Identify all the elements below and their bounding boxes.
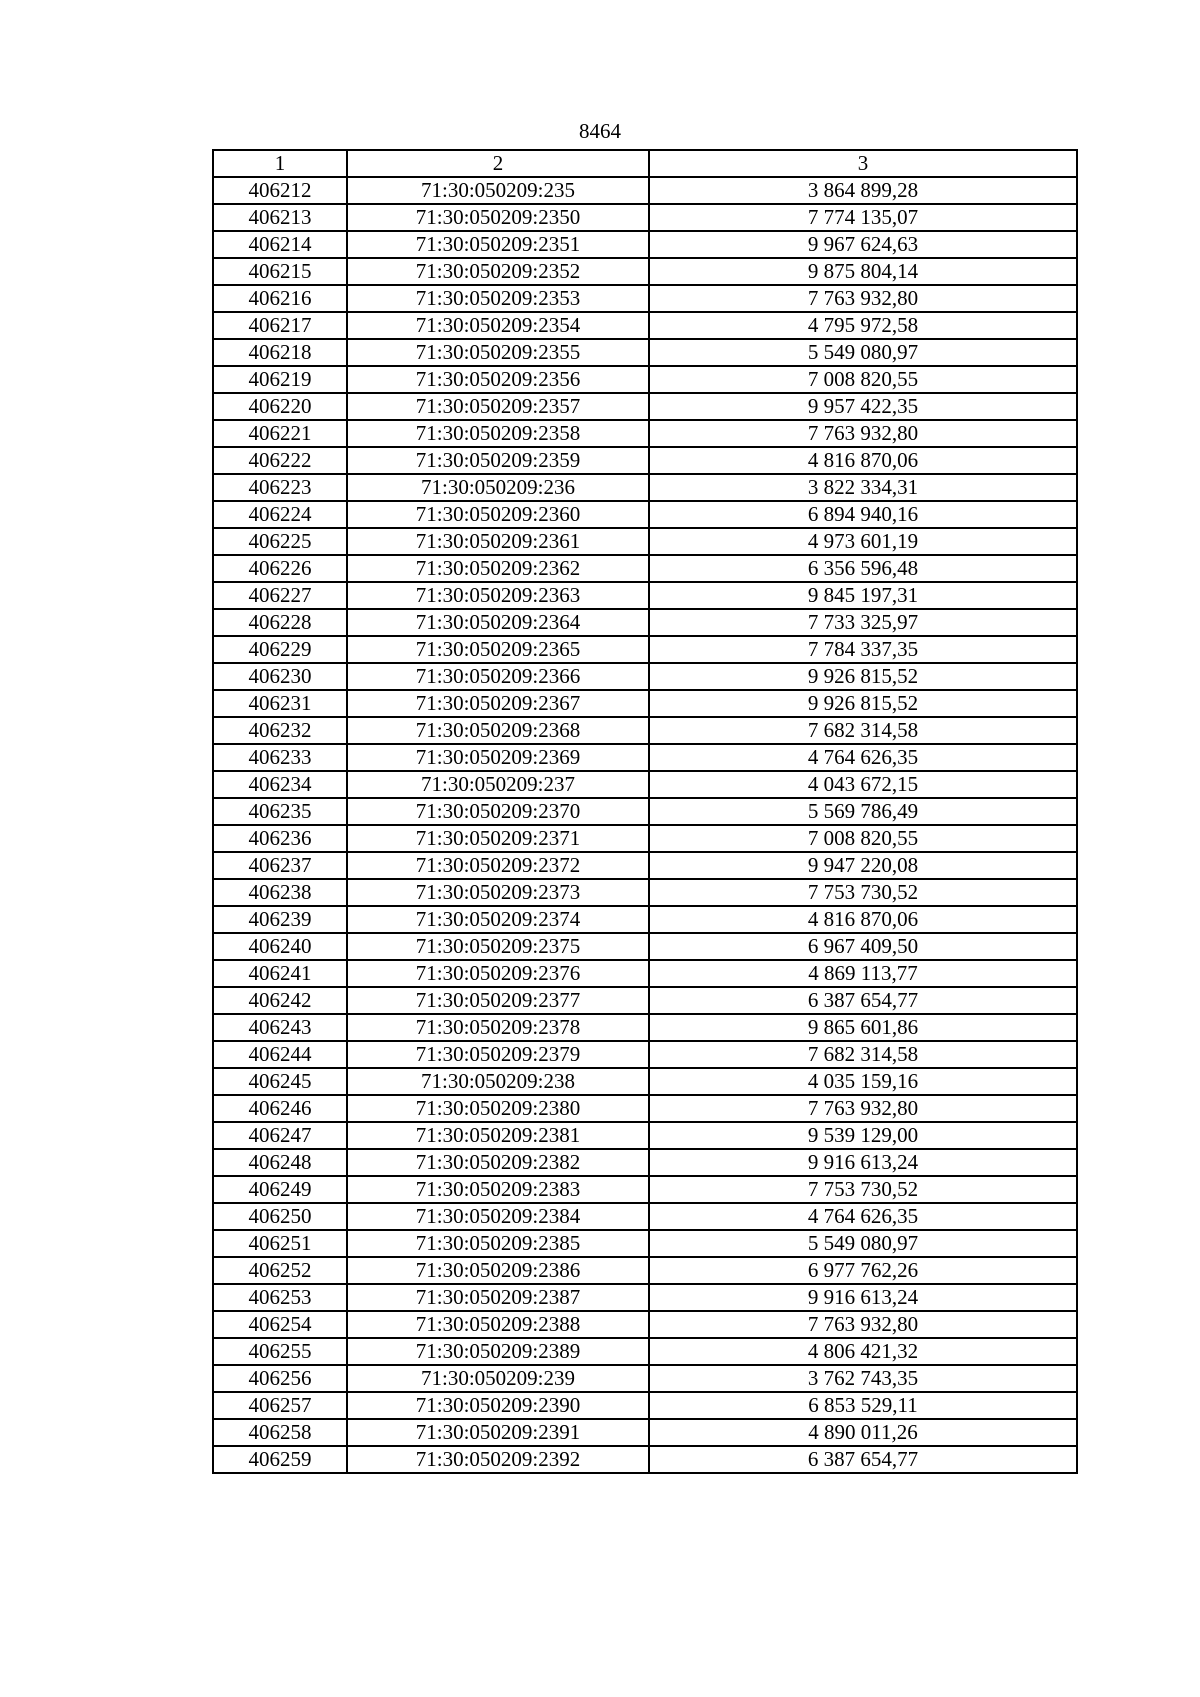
cell-cadastral-number: 71:30:050209:2365 (347, 636, 649, 663)
cell-cadastral-number: 71:30:050209:2361 (347, 528, 649, 555)
table-row (213, 609, 1077, 636)
cell-number: 406239 (213, 906, 347, 933)
cell-cadastral-number: 71:30:050209:2383 (347, 1176, 649, 1203)
cell-number: 406250 (213, 1203, 347, 1230)
cell-number: 406230 (213, 663, 347, 690)
table-row (213, 366, 1077, 393)
cell-value: 4 035 159,16 (649, 1068, 1077, 1095)
table-row (213, 528, 1077, 555)
cell-cadastral-number: 71:30:050209:2378 (347, 1014, 649, 1041)
cell-value: 9 865 601,86 (649, 1014, 1077, 1041)
table-row (213, 1311, 1077, 1338)
cell-number: 406246 (213, 1095, 347, 1122)
cell-number: 406244 (213, 1041, 347, 1068)
cell-cadastral-number: 71:30:050209:239 (347, 1365, 649, 1392)
cell-value: 9 875 804,14 (649, 258, 1077, 285)
column-header-1: 1 (213, 150, 347, 177)
cell-number: 406249 (213, 1176, 347, 1203)
cell-value: 4 806 421,32 (649, 1338, 1077, 1365)
table-row (213, 717, 1077, 744)
cell-cadastral-number: 71:30:050209:2381 (347, 1122, 649, 1149)
table-row (213, 555, 1077, 582)
cell-number: 406224 (213, 501, 347, 528)
cell-cadastral-number: 71:30:050209:2358 (347, 420, 649, 447)
table-row (213, 474, 1077, 501)
table-row (213, 501, 1077, 528)
cell-value: 7 763 932,80 (649, 1095, 1077, 1122)
table-row (213, 825, 1077, 852)
cell-value: 4 973 601,19 (649, 528, 1077, 555)
table-row (213, 1068, 1077, 1095)
table-row (213, 312, 1077, 339)
cell-cadastral-number: 71:30:050209:2392 (347, 1446, 649, 1473)
table-row (213, 771, 1077, 798)
cell-number: 406231 (213, 690, 347, 717)
cell-value: 5 549 080,97 (649, 1230, 1077, 1257)
cell-number: 406227 (213, 582, 347, 609)
table-row (213, 393, 1077, 420)
table-row (213, 879, 1077, 906)
cell-value: 9 916 613,24 (649, 1284, 1077, 1311)
cell-number: 406214 (213, 231, 347, 258)
cell-value: 6 853 529,11 (649, 1392, 1077, 1419)
cell-cadastral-number: 71:30:050209:2390 (347, 1392, 649, 1419)
cell-value: 9 947 220,08 (649, 852, 1077, 879)
cell-cadastral-number: 71:30:050209:238 (347, 1068, 649, 1095)
table-row (213, 204, 1077, 231)
table-row (213, 1014, 1077, 1041)
cell-number: 406241 (213, 960, 347, 987)
column-header-3: 3 (649, 150, 1077, 177)
cell-number: 406256 (213, 1365, 347, 1392)
cell-cadastral-number: 71:30:050209:2376 (347, 960, 649, 987)
cell-number: 406217 (213, 312, 347, 339)
cell-cadastral-number: 71:30:050209:2374 (347, 906, 649, 933)
cell-cadastral-number: 71:30:050209:2350 (347, 204, 649, 231)
cell-value: 9 916 613,24 (649, 1149, 1077, 1176)
cell-cadastral-number: 71:30:050209:2368 (347, 717, 649, 744)
header-row (213, 150, 1077, 177)
registry-table (212, 149, 1078, 1474)
cell-cadastral-number: 71:30:050209:2362 (347, 555, 649, 582)
cell-cadastral-number: 71:30:050209:2357 (347, 393, 649, 420)
table-row (213, 1203, 1077, 1230)
cell-cadastral-number: 71:30:050209:2377 (347, 987, 649, 1014)
cell-value: 5 569 786,49 (649, 798, 1077, 825)
cell-value: 9 957 422,35 (649, 393, 1077, 420)
cell-cadastral-number: 71:30:050209:2369 (347, 744, 649, 771)
cell-number: 406254 (213, 1311, 347, 1338)
table-row (213, 960, 1077, 987)
cell-value: 3 864 899,28 (649, 177, 1077, 204)
cell-number: 406233 (213, 744, 347, 771)
table-row (213, 1257, 1077, 1284)
page-number: 8464 (579, 119, 621, 143)
cell-value: 7 753 730,52 (649, 1176, 1077, 1203)
cell-value: 6 894 940,16 (649, 501, 1077, 528)
cell-cadastral-number: 71:30:050209:2386 (347, 1257, 649, 1284)
cell-number: 406252 (213, 1257, 347, 1284)
cell-number: 406234 (213, 771, 347, 798)
cell-cadastral-number: 71:30:050209:2382 (347, 1149, 649, 1176)
table-row (213, 1284, 1077, 1311)
table-row (213, 636, 1077, 663)
table-row (213, 1392, 1077, 1419)
cell-number: 406237 (213, 852, 347, 879)
table-row (213, 258, 1077, 285)
cell-cadastral-number: 71:30:050209:235 (347, 177, 649, 204)
table-row (213, 798, 1077, 825)
cell-number: 406245 (213, 1068, 347, 1095)
table-row (213, 1176, 1077, 1203)
cell-number: 406218 (213, 339, 347, 366)
column-header-2: 2 (347, 150, 649, 177)
table-row (213, 1149, 1077, 1176)
cell-number: 406258 (213, 1419, 347, 1446)
cell-cadastral-number: 71:30:050209:2373 (347, 879, 649, 906)
cell-number: 406240 (213, 933, 347, 960)
cell-number: 406238 (213, 879, 347, 906)
table-row (213, 1230, 1077, 1257)
cell-value: 7 008 820,55 (649, 825, 1077, 852)
cell-number: 406226 (213, 555, 347, 582)
cell-value: 9 926 815,52 (649, 663, 1077, 690)
cell-number: 406215 (213, 258, 347, 285)
table-row (213, 339, 1077, 366)
cell-cadastral-number: 71:30:050209:2352 (347, 258, 649, 285)
cell-number: 406253 (213, 1284, 347, 1311)
cell-value: 7 008 820,55 (649, 366, 1077, 393)
cell-number: 406232 (213, 717, 347, 744)
cell-number: 406236 (213, 825, 347, 852)
cell-number: 406213 (213, 204, 347, 231)
table-row (213, 1041, 1077, 1068)
cell-cadastral-number: 71:30:050209:236 (347, 474, 649, 501)
cell-number: 406228 (213, 609, 347, 636)
cell-cadastral-number: 71:30:050209:2354 (347, 312, 649, 339)
table-row (213, 906, 1077, 933)
cell-value: 7 682 314,58 (649, 1041, 1077, 1068)
cell-cadastral-number: 71:30:050209:2372 (347, 852, 649, 879)
table-row (213, 447, 1077, 474)
cell-value: 6 356 596,48 (649, 555, 1077, 582)
table-row (213, 1419, 1077, 1446)
table-body (213, 177, 1077, 1473)
cell-value: 7 733 325,97 (649, 609, 1077, 636)
cell-cadastral-number: 71:30:050209:2380 (347, 1095, 649, 1122)
table-row (213, 420, 1077, 447)
cell-cadastral-number: 71:30:050209:2379 (347, 1041, 649, 1068)
table-row (213, 852, 1077, 879)
cell-cadastral-number: 71:30:050209:2355 (347, 339, 649, 366)
cell-number: 406221 (213, 420, 347, 447)
cell-number: 406225 (213, 528, 347, 555)
cell-cadastral-number: 71:30:050209:2366 (347, 663, 649, 690)
cell-value: 4 816 870,06 (649, 447, 1077, 474)
cell-cadastral-number: 71:30:050209:2385 (347, 1230, 649, 1257)
table-row (213, 987, 1077, 1014)
table-header (213, 150, 1077, 177)
cell-number: 406216 (213, 285, 347, 312)
cell-cadastral-number: 71:30:050209:2364 (347, 609, 649, 636)
cell-cadastral-number: 71:30:050209:2351 (347, 231, 649, 258)
cell-value: 3 822 334,31 (649, 474, 1077, 501)
cell-cadastral-number: 71:30:050209:237 (347, 771, 649, 798)
cell-value: 9 845 197,31 (649, 582, 1077, 609)
cell-cadastral-number: 71:30:050209:2375 (347, 933, 649, 960)
cell-cadastral-number: 71:30:050209:2387 (347, 1284, 649, 1311)
cell-cadastral-number: 71:30:050209:2388 (347, 1311, 649, 1338)
cell-value: 9 539 129,00 (649, 1122, 1077, 1149)
table-row (213, 690, 1077, 717)
cell-number: 406222 (213, 447, 347, 474)
cell-cadastral-number: 71:30:050209:2367 (347, 690, 649, 717)
cell-value: 6 977 762,26 (649, 1257, 1077, 1284)
table-row (213, 231, 1077, 258)
cell-value: 4 816 870,06 (649, 906, 1077, 933)
cell-value: 7 682 314,58 (649, 717, 1077, 744)
cell-number: 406259 (213, 1446, 347, 1473)
cell-number: 406251 (213, 1230, 347, 1257)
cell-number: 406247 (213, 1122, 347, 1149)
cell-value: 7 774 135,07 (649, 204, 1077, 231)
table-row (213, 1446, 1077, 1473)
cell-cadastral-number: 71:30:050209:2359 (347, 447, 649, 474)
cell-value: 4 869 113,77 (649, 960, 1077, 987)
cell-value: 7 763 932,80 (649, 1311, 1077, 1338)
cell-cadastral-number: 71:30:050209:2353 (347, 285, 649, 312)
cell-value: 7 784 337,35 (649, 636, 1077, 663)
table-row (213, 1338, 1077, 1365)
cell-value: 7 753 730,52 (649, 879, 1077, 906)
cell-cadastral-number: 71:30:050209:2391 (347, 1419, 649, 1446)
table-row (213, 744, 1077, 771)
cell-number: 406223 (213, 474, 347, 501)
cell-number: 406248 (213, 1149, 347, 1176)
cell-value: 6 387 654,77 (649, 1446, 1077, 1473)
cell-value: 6 387 654,77 (649, 987, 1077, 1014)
cell-number: 406257 (213, 1392, 347, 1419)
cell-number: 406219 (213, 366, 347, 393)
cell-cadastral-number: 71:30:050209:2370 (347, 798, 649, 825)
cell-value: 4 764 626,35 (649, 1203, 1077, 1230)
cell-value: 3 762 743,35 (649, 1365, 1077, 1392)
cell-number: 406242 (213, 987, 347, 1014)
cell-number: 406229 (213, 636, 347, 663)
cell-cadastral-number: 71:30:050209:2360 (347, 501, 649, 528)
cell-value: 7 763 932,80 (649, 420, 1077, 447)
table-row (213, 1122, 1077, 1149)
cell-cadastral-number: 71:30:050209:2371 (347, 825, 649, 852)
table-row (213, 285, 1077, 312)
cell-cadastral-number: 71:30:050209:2389 (347, 1338, 649, 1365)
cell-number: 406255 (213, 1338, 347, 1365)
cell-number: 406212 (213, 177, 347, 204)
table-row (213, 663, 1077, 690)
table-row (213, 177, 1077, 204)
table-row (213, 933, 1077, 960)
cell-value: 4 890 011,26 (649, 1419, 1077, 1446)
cell-value: 9 967 624,63 (649, 231, 1077, 258)
cell-value: 4 764 626,35 (649, 744, 1077, 771)
table-row (213, 1365, 1077, 1392)
table-row (213, 1095, 1077, 1122)
cell-cadastral-number: 71:30:050209:2363 (347, 582, 649, 609)
cell-value: 6 967 409,50 (649, 933, 1077, 960)
table-row (213, 582, 1077, 609)
cell-value: 4 795 972,58 (649, 312, 1077, 339)
cell-number: 406243 (213, 1014, 347, 1041)
cell-value: 5 549 080,97 (649, 339, 1077, 366)
cell-number: 406235 (213, 798, 347, 825)
cell-cadastral-number: 71:30:050209:2356 (347, 366, 649, 393)
cell-cadastral-number: 71:30:050209:2384 (347, 1203, 649, 1230)
cell-value: 4 043 672,15 (649, 771, 1077, 798)
cell-value: 7 763 932,80 (649, 285, 1077, 312)
cell-value: 9 926 815,52 (649, 690, 1077, 717)
cell-number: 406220 (213, 393, 347, 420)
